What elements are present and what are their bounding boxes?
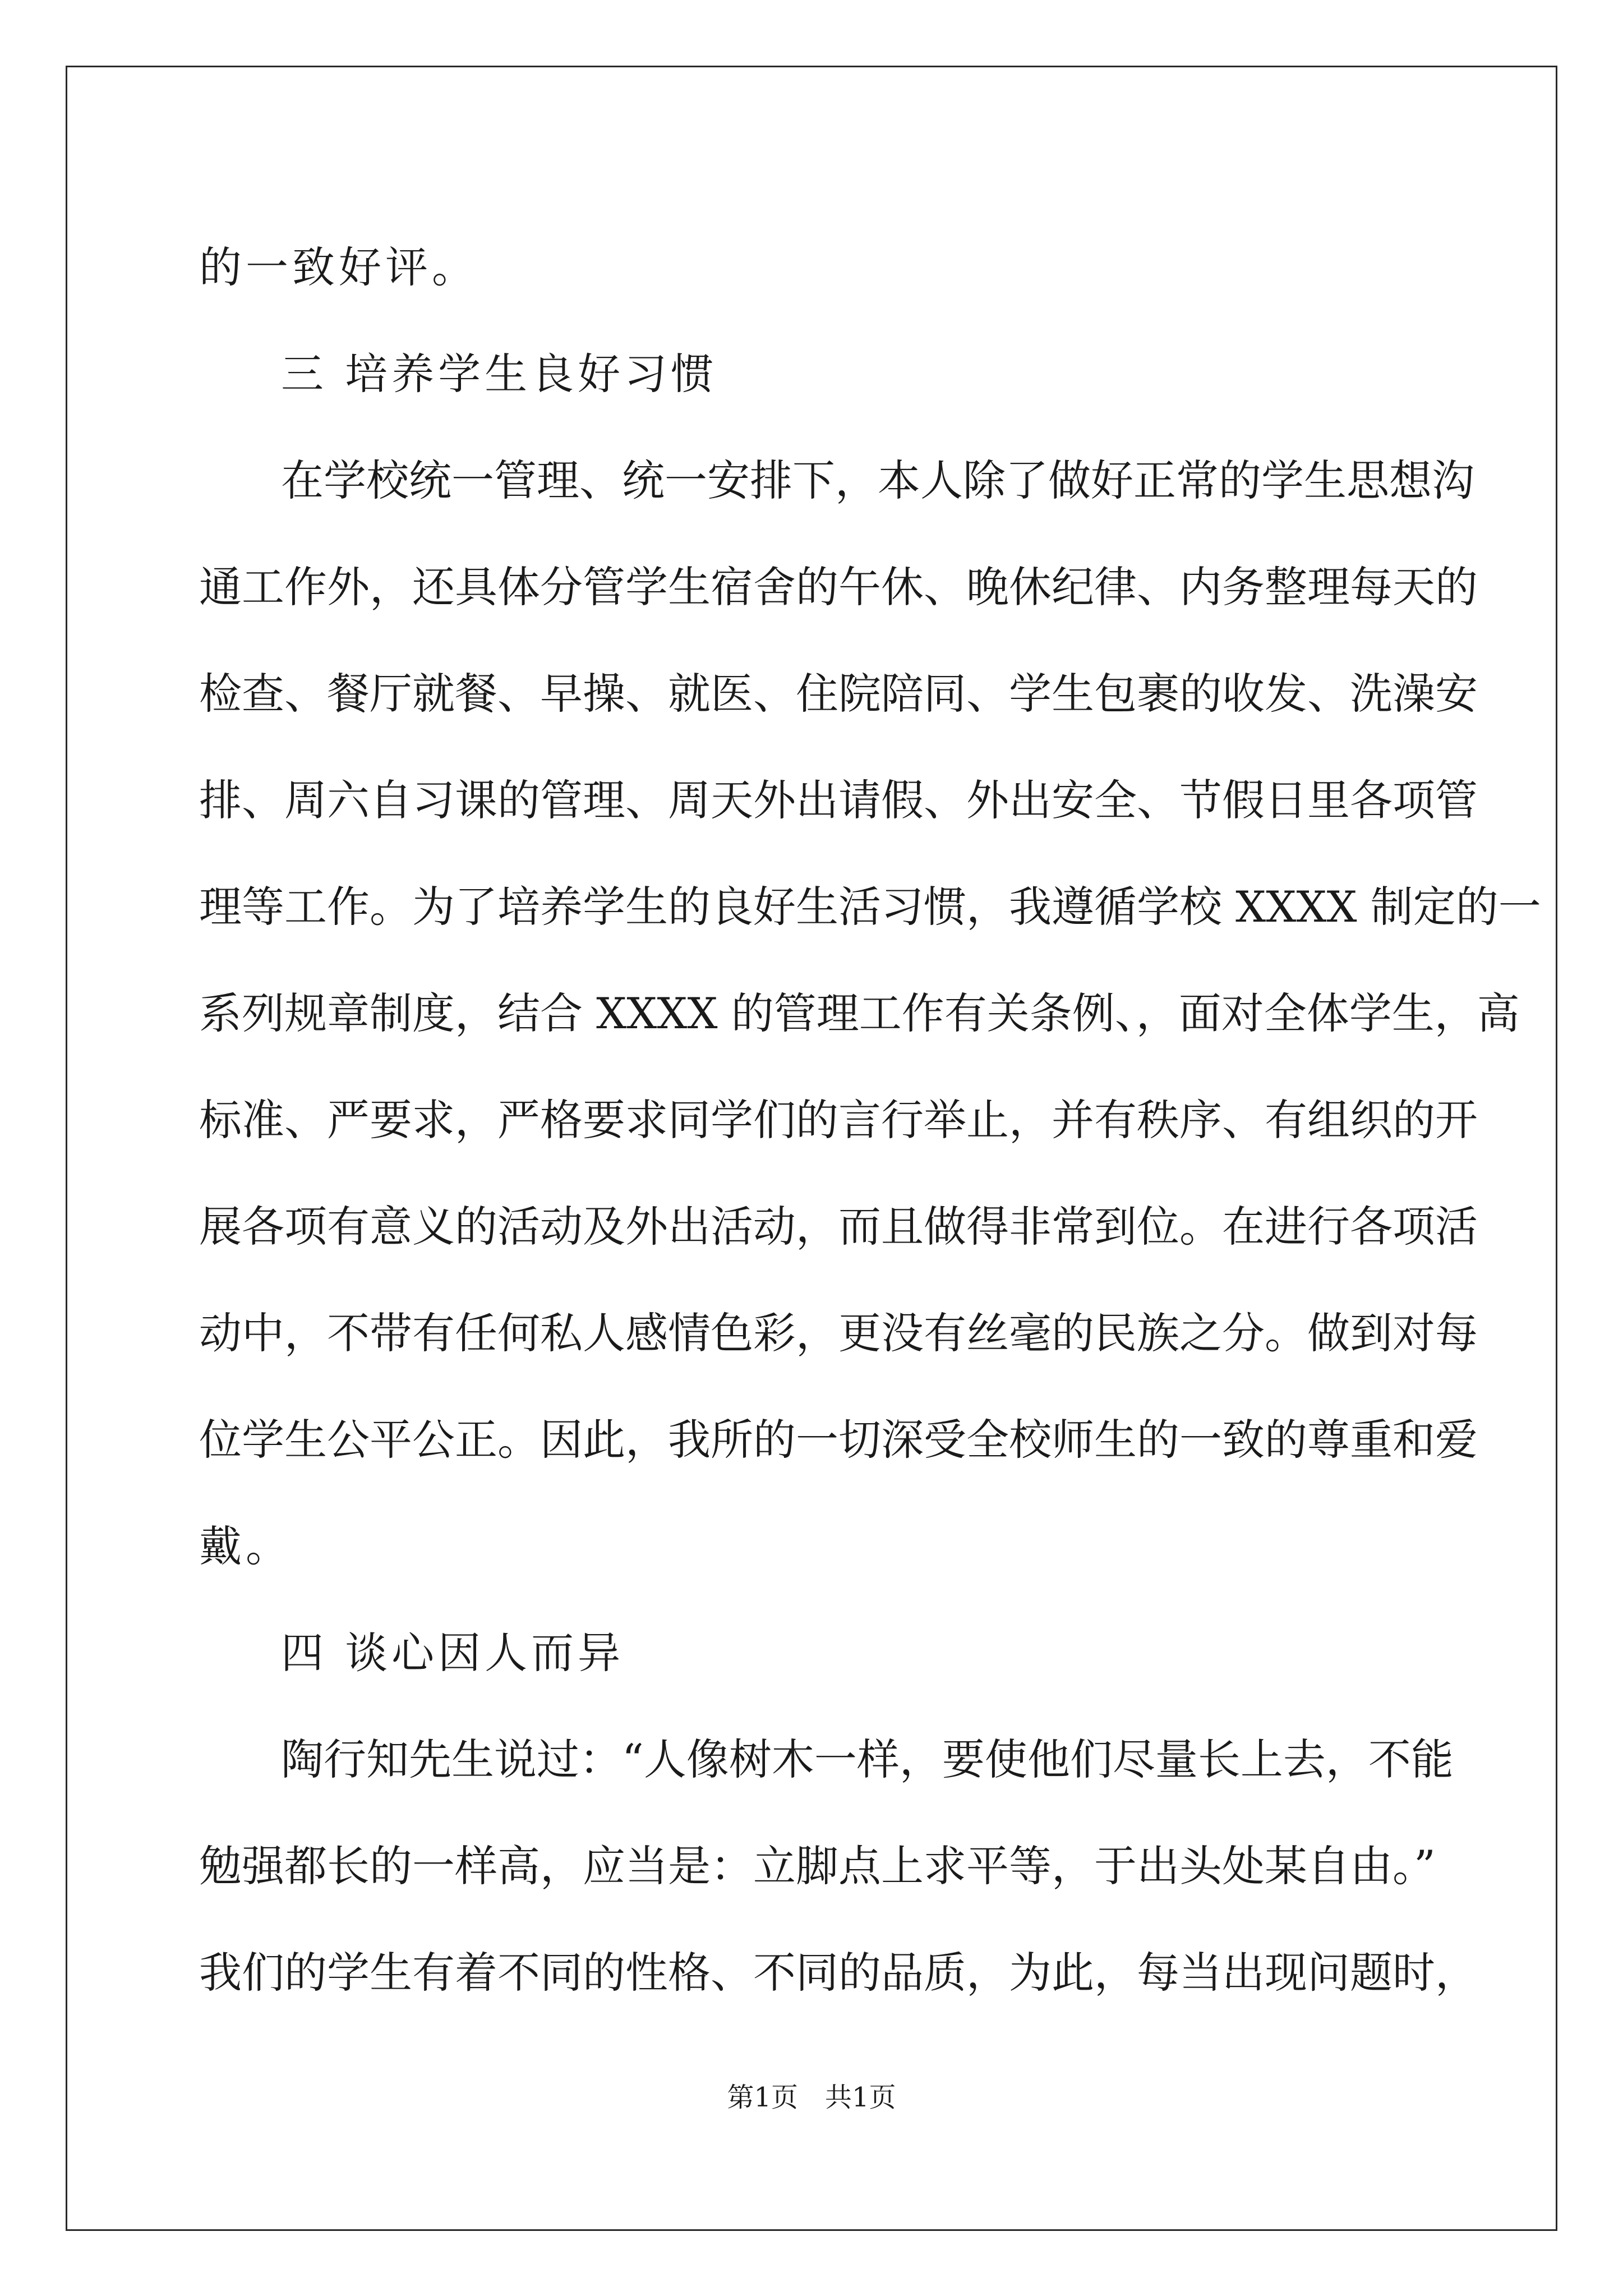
text-line: 戴。 [199,1521,292,1571]
section-heading: 四 谈心因人而异 [281,1628,625,1678]
text-line: 排、周六自习课的管理、周天外出请假、外出安全、节假日里各项管 [199,775,1478,825]
text-line: 在学校统一管理、统一安排下，本人除了做好正常的学生思想沟 [281,455,1474,505]
page-footer: 第1页 共1页 [727,2082,896,2113]
text-line: 动中，不带有任何私人感情色彩，更没有丝毫的民族之分。做到对每 [199,1308,1478,1358]
text-line: 我们的学生有着不同的性格、不同的品质，为此，每当出现问题时， [199,1948,1478,1998]
document-body [199,214,1541,2026]
text-line: 陶行知先生说过：“人像树木一样，要使他们尽量长上去，不能 [281,1734,1454,1784]
text-line: 通工作外，还具体分管学生宿舍的午休、晚休纪律、内务整理每天的 [199,562,1478,612]
text-line: 展各项有意义的活动及外出活动，而且做得非常到位。在进行各项活 [199,1202,1478,1251]
text-line: 系列规章制度，结合 XXXX 的管理工作有关条例、，面对全体学生，高 [199,988,1520,1038]
text-line: 理等工作。为了培养学生的良好生活习惯，我遵循学校 XXXX 制定的一 [199,882,1541,932]
text-line: 检查、餐厅就餐、早操、就医、住院陪同、学生包裹的收发、洗澡安 [199,669,1478,719]
text-line: 位学生公平公正。因此，我所的一切深受全校师生的一致的尊重和爱 [199,1415,1478,1465]
text-line: 勉强都长的一样高，应当是：立脚点上求平等，于出头处某自由。” [199,1841,1436,1891]
section-heading: 三 培养学生良好习惯 [281,349,718,399]
text-line: 标准、严要求，严格要求同学们的言行举止，并有秩序、有组织的开 [199,1095,1478,1145]
text-line: 的一致好评。 [199,242,478,292]
